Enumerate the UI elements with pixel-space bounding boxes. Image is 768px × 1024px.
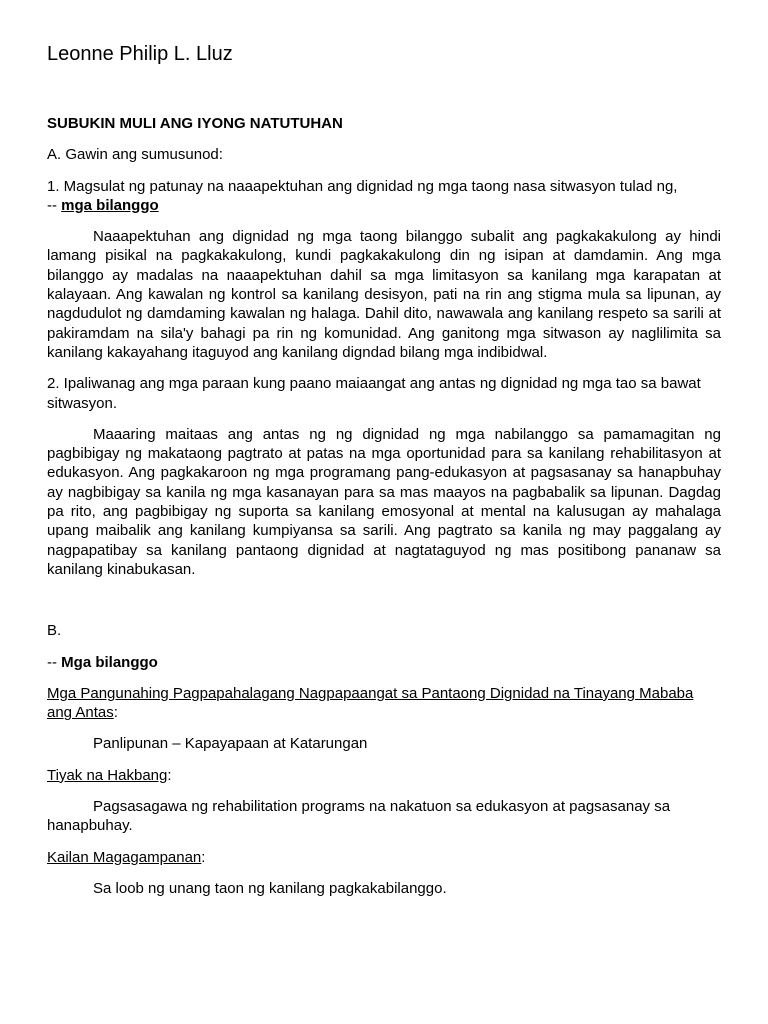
question-1-topic: mga bilanggo <box>61 196 159 214</box>
when-label: Kailan Magagampanan <box>47 848 202 866</box>
values-answer: Panlipunan – Kapayapaan at Katarungan <box>93 735 368 753</box>
section-b-topic: Mga bilanggo <box>61 653 158 671</box>
spacer <box>47 591 721 621</box>
section-heading: SUBUKIN MULI ANG IYONG NATUTUHAN <box>47 115 343 132</box>
section-b-label: B. <box>47 622 62 640</box>
when-colon: : <box>201 848 206 866</box>
values-label: Mga Pangunahing Pagpapahalagang Nagpapaangat sa Pantaong Dignidad na Tinayang Mababa ang Antas <box>47 684 694 722</box>
section-a-label: A. Gawin ang sumusunod: <box>47 146 223 164</box>
question-1 <box>47 177 721 216</box>
when-label-line <box>47 848 721 867</box>
values-label-line <box>47 684 721 723</box>
steps-label: Tiyak na Hakbang <box>47 766 168 784</box>
document-body <box>47 114 721 910</box>
when-answer: Sa loob ng unang taon ng kanilang pagkakabilanggo. <box>93 879 447 897</box>
steps-colon: : <box>167 766 172 784</box>
author-name: Leonne Philip L. Lluz <box>47 43 233 65</box>
answer-2: Maaaring maitaas ang antas ng ng dignidad ng mga nabilanggo sa pamamagitan ng pagbibigay ng makataong pagtrato at patas na mga oportunidad para sa kanilang rehabilitasyon at edukasyon. Ang pagkakaroon ng mga programang pang-edukasyon at pagsasanay sa hanapbuhay ay nagbibigay sa kanila ng mga kasanayan para sa mas maayos na pagbabalik sa lipunan. Dagdag pa rito, ang pagbibigay ng suporta sa kanilang emosyonal at mental na kalusugan ay mahalaga upang maibalik ang kanilang kumpiyansa sa sarili. Ang pagtrato sa kanila ng may paggalang ay nagpapatibay sa kanilang pantaong dignidad at nagtataguyod ng mas positibong pananaw sa kanilang kinabukasan. <box>47 425 721 578</box>
section-b-prefix: -- <box>47 653 62 671</box>
answer-1: Naaapektuhan ang dignidad ng mga taong bilanggo subalit ang pagkakakulong ay hindi lamang pisikal na pagkakakulong, kundi pagkakakulong din ng isipan at damdamin. Ang mga bilanggo ay madalas na naaapektuhan dahil sa mga limitasyon sa kanilang mga karapatan at kalayaan. Ang kawalan ng kontrol sa kanilang desisyon, pati na rin ang stigma mula sa lipunan, ay nagdudulot ng damdaming kawalan ng halaga. Dahil dito, nawawala ang kanilang respeto sa sarili at pakiramdam na sila'y bahagi pa rin ng komunidad. Ang ganitong mga sitwason ay naglilimita sa kanilang kakayahang itaguyod ang kanilang digndad bilang mga indibidwal. <box>47 228 721 361</box>
question-1-prefix: -- <box>47 196 62 214</box>
steps-label-line <box>47 766 721 785</box>
values-colon: : <box>113 704 118 722</box>
section-b-topic-line <box>47 653 721 672</box>
steps-answer: Pagsasagawa ng rehabilitation programs na nakatuon sa edukasyon at pagsasanay sa hanapbuhay. <box>47 798 671 835</box>
question-2: 2. Ipaliwanag ang mga paraan kung paano maiaangat ang antas ng dignidad ng mga tao sa bawat sitwasyon. <box>47 375 701 412</box>
question-1-text: 1. Magsulat ng patunay na naaapektuhan ang dignidad ng mga taong nasa sitwasyon tulad ng, <box>47 177 678 195</box>
